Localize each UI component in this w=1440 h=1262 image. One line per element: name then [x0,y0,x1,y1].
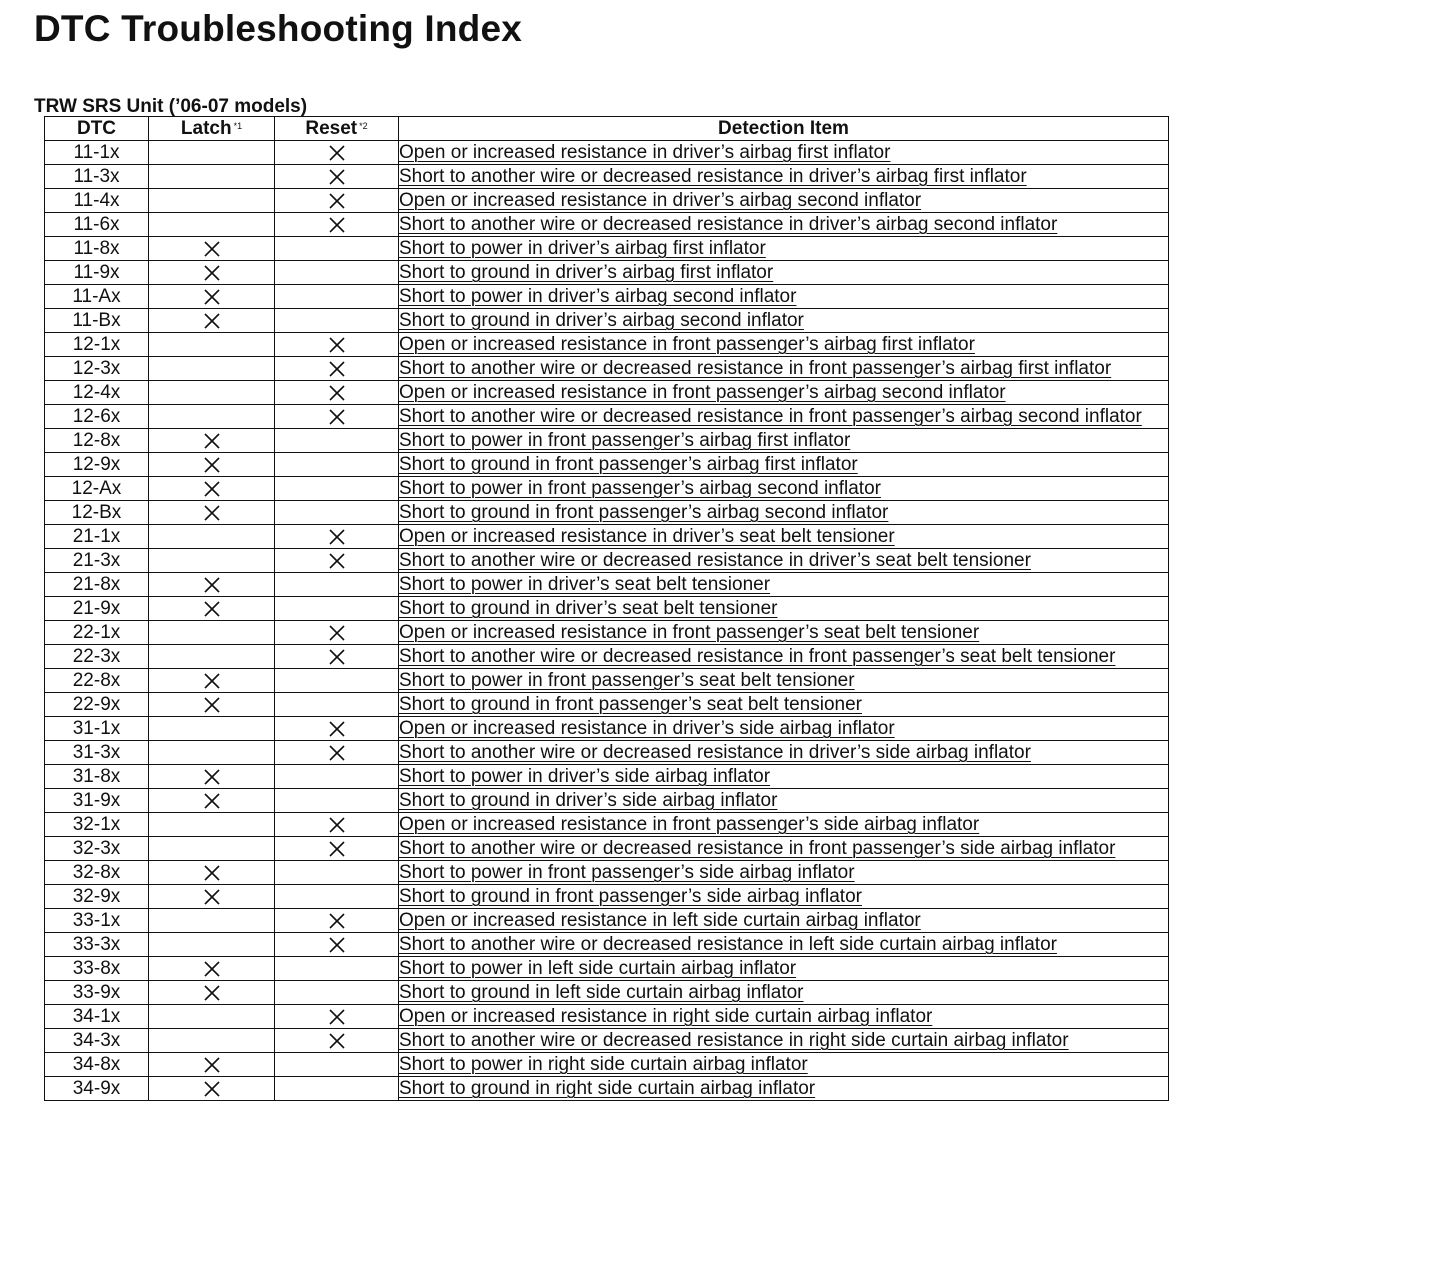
table-row [45,933,1169,957]
dtc-code: 12-Ax [45,477,149,501]
reset-cell [275,525,399,549]
latch-cell [149,909,275,933]
table-row [45,981,1169,1005]
table-row [45,597,1169,621]
table-row [45,333,1169,357]
header-detection-item: Detection Item [399,117,1169,141]
latch-cell [149,765,275,789]
x-mark-icon [329,217,345,233]
x-mark-icon [204,1081,220,1097]
latch-cell [149,333,275,357]
dtc-code: 31-1x [45,717,149,741]
reset-cell [275,501,399,525]
table-row [45,477,1169,501]
dtc-code: 31-9x [45,789,149,813]
x-mark-icon [329,1009,345,1025]
reset-cell [275,573,399,597]
latch-cell [149,885,275,909]
x-mark-icon [329,145,345,161]
dtc-code: 12-8x [45,429,149,453]
reset-cell [275,717,399,741]
detection-item: Open or increased resistance in right side curtain airbag inflator [399,1005,1169,1029]
latch-cell [149,837,275,861]
reset-cell [275,381,399,405]
table-row [45,405,1169,429]
reset-cell [275,405,399,429]
x-mark-icon [329,409,345,425]
detection-item: Short to another wire or decreased resistance in right side curtain airbag inflator [399,1029,1169,1053]
dtc-code: 31-8x [45,765,149,789]
latch-cell [149,285,275,309]
x-mark-icon [329,337,345,353]
x-mark-icon [329,817,345,833]
reset-cell [275,885,399,909]
table-row [45,501,1169,525]
x-mark-icon [329,745,345,761]
reset-cell [275,837,399,861]
reset-cell [275,789,399,813]
table-row [45,765,1169,789]
latch-cell [149,189,275,213]
latch-cell [149,357,275,381]
table-row [45,309,1169,333]
dtc-code: 22-9x [45,693,149,717]
x-mark-icon [329,721,345,737]
latch-cell [149,645,275,669]
latch-cell [149,237,275,261]
table-row [45,453,1169,477]
x-mark-icon [204,865,220,881]
detection-item: Short to another wire or decreased resistance in front passenger’s airbag first inflator [399,357,1169,381]
x-mark-icon [204,313,220,329]
x-mark-icon [204,961,220,977]
detection-item: Short to power in driver’s side airbag inflator [399,765,1169,789]
table-row [45,549,1169,573]
dtc-code: 12-3x [45,357,149,381]
reset-cell [275,141,399,165]
x-mark-icon [204,673,220,689]
detection-item: Short to ground in driver’s airbag first inflator [399,261,1169,285]
dtc-code: 11-9x [45,261,149,285]
dtc-code: 11-Ax [45,285,149,309]
dtc-code: 32-1x [45,813,149,837]
header-dtc: DTC [45,117,149,141]
reset-cell [275,237,399,261]
x-mark-icon [204,985,220,1001]
x-mark-icon [204,481,220,497]
table-row [45,909,1169,933]
detection-item: Short to ground in front passenger’s side airbag inflator [399,885,1169,909]
header-reset: Reset $^{*2}$ [275,117,399,141]
table-row [45,1077,1169,1101]
latch-cell [149,1005,275,1029]
x-mark-icon [329,913,345,929]
latch-cell [149,789,275,813]
reset-cell [275,165,399,189]
latch-cell [149,429,275,453]
reset-cell [275,909,399,933]
latch-cell [149,405,275,429]
x-mark-icon [204,457,220,473]
latch-cell [149,573,275,597]
dtc-code: 12-Bx [45,501,149,525]
latch-cell [149,213,275,237]
dtc-code: 11-6x [45,213,149,237]
x-mark-icon [204,241,220,257]
detection-item: Short to power in left side curtain airbag inflator [399,957,1169,981]
detection-item: Open or increased resistance in front passenger’s side airbag inflator [399,813,1169,837]
detection-item: Open or increased resistance in driver’s airbag first inflator [399,141,1169,165]
dtc-code: 11-3x [45,165,149,189]
table-row [45,573,1169,597]
dtc-code: 32-9x [45,885,149,909]
detection-item: Short to ground in right side curtain airbag inflator [399,1077,1169,1101]
x-mark-icon [204,433,220,449]
latch-footnote-mark: *1 [233,121,243,131]
dtc-code: 21-3x [45,549,149,573]
reset-cell [275,309,399,333]
reset-cell [275,213,399,237]
reset-cell [275,1005,399,1029]
detection-item: Short to another wire or decreased resistance in driver’s side airbag inflator [399,741,1169,765]
dtc-code: 12-6x [45,405,149,429]
reset-cell [275,861,399,885]
dtc-code: 32-8x [45,861,149,885]
latch-cell [149,861,275,885]
dtc-code: 34-3x [45,1029,149,1053]
x-mark-icon [329,361,345,377]
x-mark-icon [204,601,220,617]
detection-item: Short to ground in driver’s seat belt tensioner [399,597,1169,621]
dtc-code: 22-8x [45,669,149,693]
latch-cell [149,477,275,501]
reset-cell [275,957,399,981]
detection-item: Short to power in front passenger’s seat belt tensioner [399,669,1169,693]
detection-item: Short to another wire or decreased resistance in front passenger’s side airbag inflator [399,837,1169,861]
detection-item: Open or increased resistance in left side curtain airbag inflator [399,909,1169,933]
reset-cell [275,645,399,669]
table-row [45,357,1169,381]
header-latch: Latch $^{*1}$ [149,117,275,141]
latch-cell [149,501,275,525]
dtc-code: 21-9x [45,597,149,621]
reset-cell [275,597,399,621]
detection-item: Short to another wire or decreased resistance in left side curtain airbag inflator [399,933,1169,957]
table-row [45,813,1169,837]
reset-cell [275,933,399,957]
x-mark-icon [204,889,220,905]
x-mark-icon [204,505,220,521]
latch-cell [149,1053,275,1077]
detection-item: Short to another wire or decreased resistance in driver’s seat belt tensioner [399,549,1169,573]
detection-item: Open or increased resistance in front passenger’s seat belt tensioner [399,621,1169,645]
latch-cell [149,669,275,693]
detection-item: Short to another wire or decreased resistance in front passenger’s airbag second inflator [399,405,1169,429]
x-mark-icon [329,169,345,185]
reset-cell [275,693,399,717]
latch-cell [149,981,275,1005]
table-row [45,693,1169,717]
detection-item: Short to power in front passenger’s airbag second inflator [399,477,1169,501]
dtc-code: 21-1x [45,525,149,549]
detection-item: Open or increased resistance in front passenger’s airbag second inflator [399,381,1169,405]
reset-cell [275,549,399,573]
latch-cell [149,525,275,549]
dtc-code: 31-3x [45,741,149,765]
table-row [45,213,1169,237]
table-row [45,237,1169,261]
x-mark-icon [329,193,345,209]
latch-cell [149,957,275,981]
detection-item: Short to ground in front passenger’s airbag second inflator [399,501,1169,525]
detection-item: Short to power in front passenger’s side airbag inflator [399,861,1169,885]
detection-item: Open or increased resistance in driver’s side airbag inflator [399,717,1169,741]
x-mark-icon [329,1033,345,1049]
x-mark-icon [204,289,220,305]
reset-cell [275,741,399,765]
reset-cell [275,1029,399,1053]
x-mark-icon [329,649,345,665]
detection-item: Open or increased resistance in driver’s seat belt tensioner [399,525,1169,549]
detection-item: Short to power in driver’s airbag first inflator [399,237,1169,261]
reset-cell [275,285,399,309]
latch-cell [149,933,275,957]
page-title: DTC Troubleshooting Index [34,8,523,49]
latch-cell [149,309,275,333]
table-row [45,1053,1169,1077]
x-mark-icon [204,793,220,809]
x-mark-icon [329,529,345,545]
latch-cell [149,717,275,741]
table-row [45,141,1169,165]
latch-cell [149,1029,275,1053]
x-mark-icon [329,385,345,401]
reset-cell [275,429,399,453]
table-row [45,861,1169,885]
detection-item: Short to ground in left side curtain airbag inflator [399,981,1169,1005]
latch-cell [149,549,275,573]
table-row [45,429,1169,453]
reset-cell [275,189,399,213]
dtc-code: 11-4x [45,189,149,213]
dtc-code: 33-9x [45,981,149,1005]
reset-cell [275,981,399,1005]
reset-cell [275,1077,399,1101]
table-row [45,741,1169,765]
latch-cell [149,1077,275,1101]
detection-item: Short to another wire or decreased resistance in driver’s airbag first inflator [399,165,1169,189]
latch-cell [149,261,275,285]
detection-item: Short to ground in driver’s side airbag inflator [399,789,1169,813]
reset-cell [275,261,399,285]
reset-cell [275,1053,399,1077]
x-mark-icon [329,937,345,953]
table-row [45,621,1169,645]
dtc-code: 12-4x [45,381,149,405]
table-row [45,789,1169,813]
reset-cell [275,765,399,789]
dtc-code: 11-Bx [45,309,149,333]
dtc-code: 32-3x [45,837,149,861]
reset-cell [275,621,399,645]
dtc-code: 22-3x [45,645,149,669]
x-mark-icon [204,265,220,281]
x-mark-icon [204,697,220,713]
detection-item: Short to power in driver’s seat belt tensioner [399,573,1169,597]
table-header-row [45,117,1169,141]
dtc-table [44,116,1169,1101]
dtc-code: 11-1x [45,141,149,165]
reset-cell [275,453,399,477]
table-row [45,1029,1169,1053]
table-row [45,189,1169,213]
detection-item: Short to ground in front passenger’s airbag first inflator [399,453,1169,477]
dtc-code: 34-1x [45,1005,149,1029]
latch-cell [149,693,275,717]
table-row [45,165,1169,189]
dtc-code: 12-1x [45,333,149,357]
latch-cell [149,381,275,405]
table-row [45,717,1169,741]
detection-item: Short to ground in driver’s airbag second inflator [399,309,1169,333]
detection-item: Short to another wire or decreased resistance in front passenger’s seat belt tensioner [399,645,1169,669]
detection-item: Open or increased resistance in front passenger’s airbag first inflator [399,333,1169,357]
table-row [45,261,1169,285]
dtc-code: 22-1x [45,621,149,645]
detection-item: Short to another wire or decreased resistance in driver’s airbag second inflator [399,213,1169,237]
dtc-code: 33-3x [45,933,149,957]
table-row [45,1005,1169,1029]
dtc-code: 34-8x [45,1053,149,1077]
dtc-code: 21-8x [45,573,149,597]
latch-cell [149,453,275,477]
x-mark-icon [204,1057,220,1073]
table-row [45,381,1169,405]
latch-cell [149,621,275,645]
table-row [45,645,1169,669]
dtc-code: 33-1x [45,909,149,933]
detection-item: Short to ground in front passenger’s seat belt tensioner [399,693,1169,717]
x-mark-icon [329,553,345,569]
latch-cell [149,813,275,837]
reset-cell [275,333,399,357]
dtc-code: 11-8x [45,237,149,261]
x-mark-icon [204,577,220,593]
latch-cell [149,165,275,189]
detection-item: Short to power in driver’s airbag second inflator [399,285,1169,309]
table-row [45,525,1169,549]
latch-cell [149,141,275,165]
reset-footnote-mark: *2 [359,121,368,131]
x-mark-icon [204,769,220,785]
latch-cell [149,597,275,621]
reset-cell [275,357,399,381]
reset-cell [275,669,399,693]
table-row [45,957,1169,981]
table-caption: TRW SRS Unit (’06-07 models) [34,96,308,117]
latch-cell [149,741,275,765]
dtc-code: 33-8x [45,957,149,981]
table-row [45,885,1169,909]
dtc-code: 34-9x [45,1077,149,1101]
reset-cell [275,477,399,501]
x-mark-icon [329,625,345,641]
reset-cell [275,813,399,837]
detection-item: Short to power in right side curtain airbag inflator [399,1053,1169,1077]
dtc-code: 12-9x [45,453,149,477]
x-mark-icon [329,841,345,857]
table-row [45,285,1169,309]
table-row [45,837,1169,861]
detection-item: Short to power in front passenger’s airbag first inflator [399,429,1169,453]
table-row [45,669,1169,693]
detection-item: Open or increased resistance in driver’s airbag second inflator [399,189,1169,213]
